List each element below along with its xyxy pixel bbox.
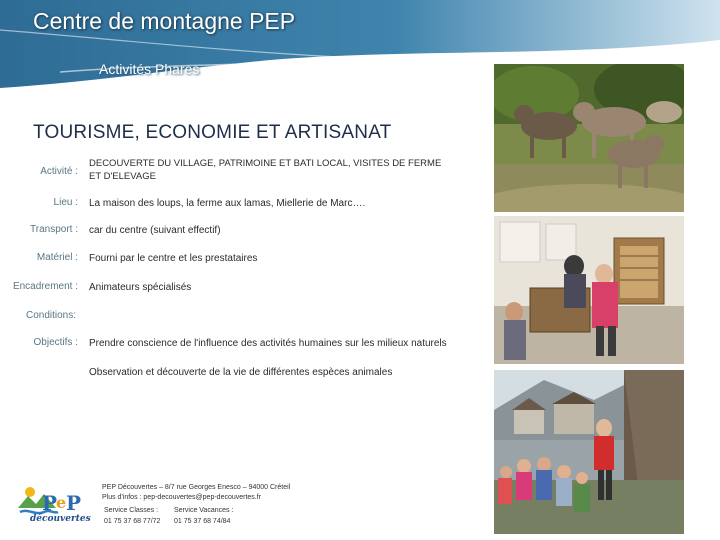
value-objectifs: Prendre conscience de l'influence des activités humaines sur les milieux naturels [89, 338, 447, 349]
label-activite: Activité : [40, 166, 78, 177]
hikers-photo [494, 370, 684, 534]
section-title: TOURISME, ECONOMIE ET ARTISANAT [33, 122, 392, 143]
svg-text:e: e [56, 493, 67, 512]
page-subtitle: Activités Phares [99, 61, 200, 77]
value-materiel: Fourni par le centre et les prestataires [89, 253, 258, 264]
footer-info: Plus d'infos : pep-decouvertes@pep-decouvertes.fr [102, 494, 262, 501]
label-lieu: Lieu : [53, 197, 78, 208]
footer-vacances-phone: 01 75 37 68 74/84 [174, 518, 231, 525]
logo-word: découvertes [30, 514, 91, 524]
footer-classes-label: Service Classes : [104, 507, 159, 514]
page-title: Centre de montagne PEP [33, 8, 296, 34]
label-encadrement: Encadrement : [12, 281, 78, 292]
label-materiel: Matériel : [36, 252, 78, 263]
footer-classes-phone: 01 75 37 68 77/72 [104, 518, 161, 525]
label-objectifs: Objectifs : [33, 337, 78, 348]
value-transport: car du centre (suivant effectif) [89, 225, 221, 236]
label-conditions: Conditions: [25, 310, 76, 321]
label-transport: Transport : [30, 224, 78, 235]
value-lieu: La maison des loups, la ferme aux lamas, Miellerie de Marc…. [89, 198, 366, 209]
footer-address: PEP Découvertes – 8/7 rue Georges Enesco – 94000 Créteil [102, 484, 291, 491]
value-objectifs-2: Observation et découverte de la vie de différentes espèces animales [89, 367, 393, 378]
value-activite: DECOUVERTE DU VILLAGE, PATRIMOINE ET BATI LOCAL, VISITES DE FERME ET D'ELEVAGE [89, 158, 442, 182]
wolves-photo [494, 64, 684, 212]
svg-text:P: P [42, 491, 58, 515]
footer-vacances-label: Service Vacances : [174, 507, 234, 514]
svg-text:P: P [66, 491, 82, 515]
beehive-photo [494, 216, 684, 364]
value-encadrement: Animateurs spécialisés [89, 282, 192, 293]
